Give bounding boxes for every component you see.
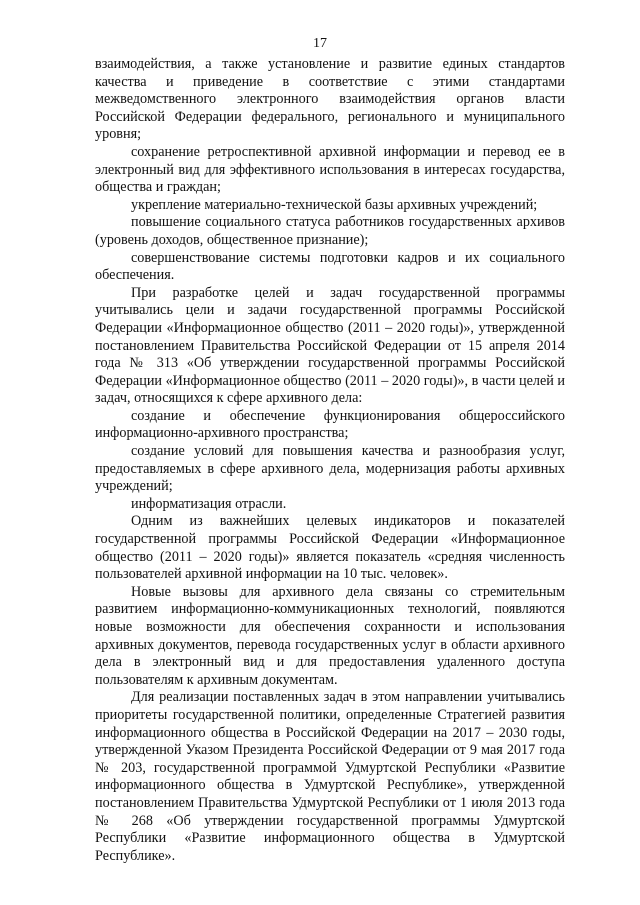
paragraph-list-item: повышение социального статуса работников государственных архивов (уровень доходов, общественное признание);: [95, 214, 565, 248]
paragraph: При разработке целей и задач государственной программы учитывались цели и задачи государственной программы Российской Федерации «Информационное общество (2011 – 2020 годы)», утвержденной постановлением Правительства Российской Федерации от 15 апреля 2014 года № 313 «Об утверждении государственной программы Российской Федерации «Информационное общество (2011 – 2020 годы)», в части целей и задач, относящихся к сфере архивного дела:: [95, 284, 565, 407]
paragraph-continuation: взаимодействия, а также установление и развитие единых стандартов качества и приведение в соответствие с этими стандартами межведомственного электронного взаимодействия органов власти Российской Федерации федерального, регионального и муниципального уровня;: [95, 56, 565, 143]
paragraph-list-item: совершенствование системы подготовки кадров и их социального обеспечения.: [95, 249, 565, 284]
paragraph-list-item: создание условий для повышения качества и разнообразия услуг, предоставляемых в сфере архивного дела, модернизация работы архивных учреждений;: [95, 443, 565, 495]
document-body: [95, 56, 565, 865]
page-number: 17: [313, 36, 327, 51]
paragraph: Новые вызовы для архивного дела связаны со стремительным развитием информационно-коммуникационных технологий, появляются новые возможности для обеспечения сохранности и использования архивных документов, перевода государственных услуг в области архивного дела в электронный вид и для предоставления удаленного доступа пользователям к архивным документам.: [95, 583, 565, 688]
paragraph: Для реализации поставленных задач в этом направлении учитывались приоритеты государственной политики, определенные Стратегией развития информационного общества в Российской Федерации на 2017 – 2030 годы, утвержденной Указом Президента Российской Федерации от 9 мая 2017 года № 203, государственной программой Удмуртской Республики «Развитие информационного общества в Удмуртской Республике», утвержденной постановлением Правительства Удмуртской Республики от 1 июля 2013 года № 268 «Об утверждении государственной программы Удмуртской Республики «Развитие информационного общества в Удмуртской Республике».: [95, 689, 565, 864]
paragraph-list-item: укрепление материально-технической базы архивных учреждений;: [131, 196, 538, 213]
paragraph-list-item: создание и обеспечение функционирования общероссийского информационно-архивного пространства;: [95, 407, 565, 442]
paragraph-list-item: сохранение ретроспективной архивной информации и перевод ее в электронный вид для эффективного использования в интересах государства, общества и граждан;: [95, 143, 565, 196]
paragraph: Одним из важнейших целевых индикаторов и показателей государственной программы Российской Федерации «Информационное общество (2011 – 2020 годы)» является показатель «средняя численность пользователей архивной информации на 10 тыс. человек».: [95, 513, 565, 583]
paragraph-list-item: информатизация отрасли.: [131, 495, 287, 512]
